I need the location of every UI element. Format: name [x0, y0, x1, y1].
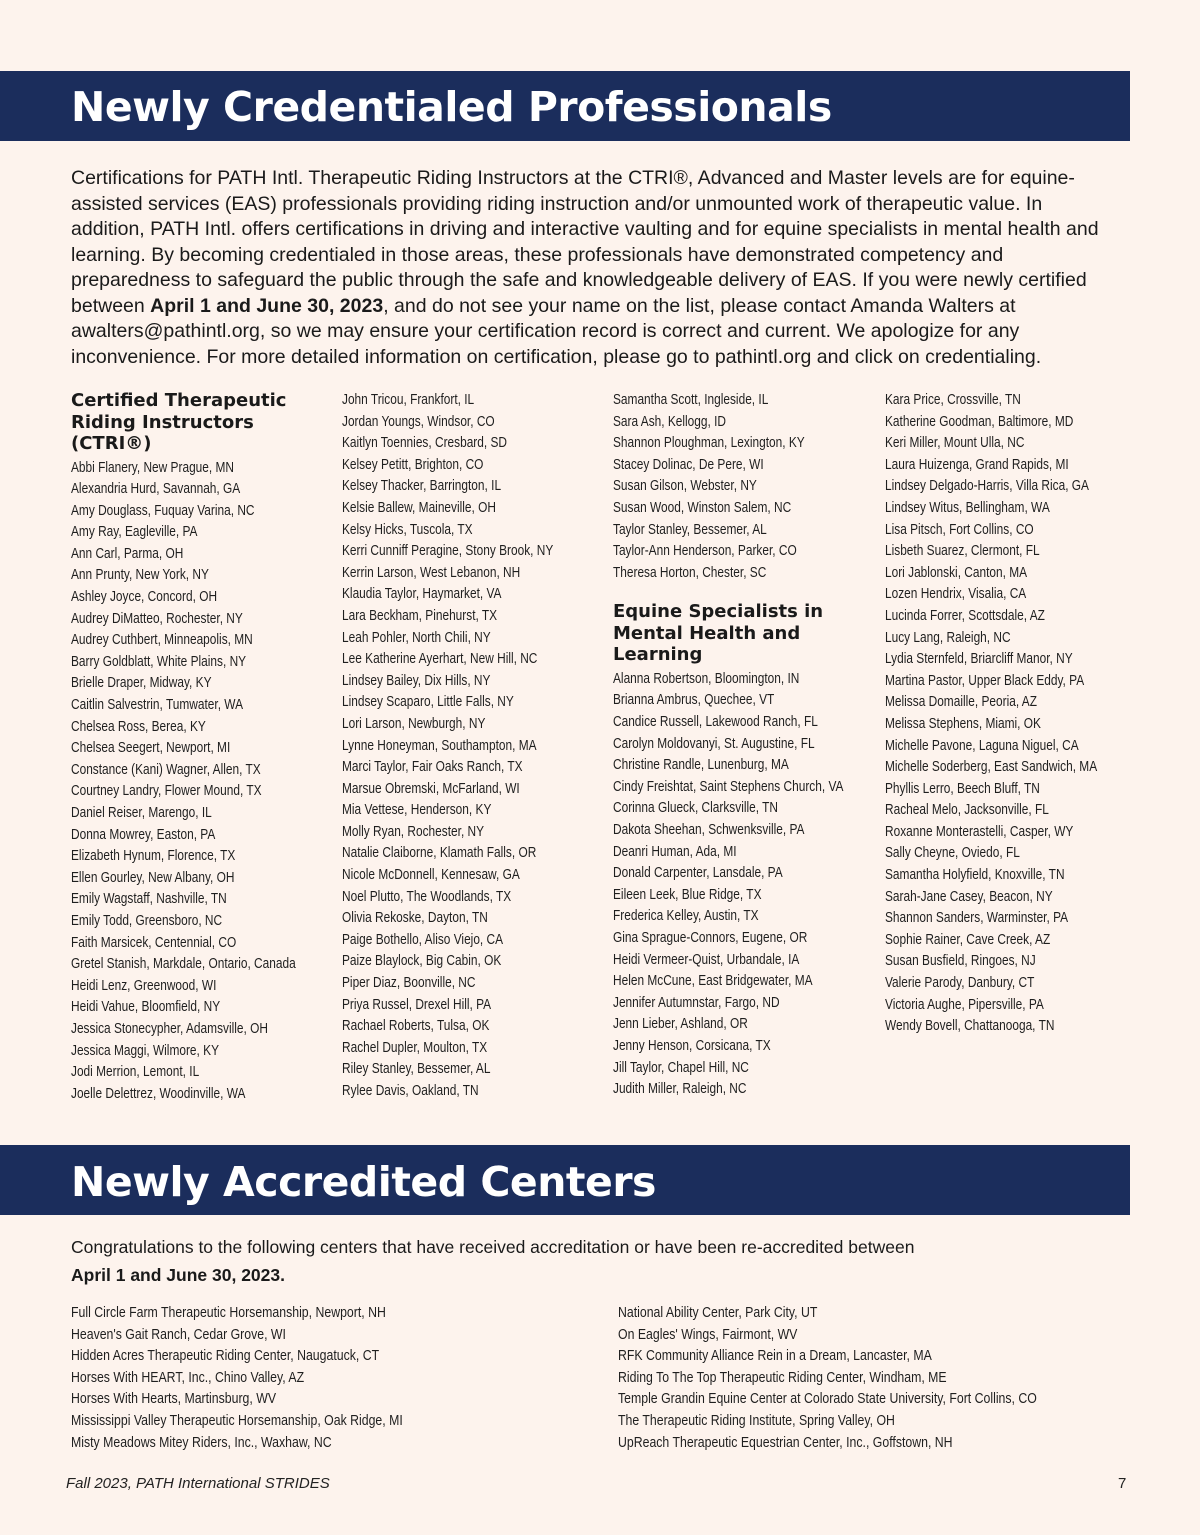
- list-item: Leah Pohler, North Chili, NY: [342, 629, 491, 646]
- list-item: Kaitlyn Toennies, Cresbard, SD: [342, 435, 508, 452]
- list-item: John Tricou, Frankfort, IL: [342, 392, 475, 408]
- list-item: Theresa Horton, Chester, SC: [613, 564, 767, 581]
- list-item: Samantha Scott, Ingleside, IL: [613, 392, 769, 408]
- ctri-list-col2: [342, 390, 604, 1103]
- list-item: Emily Wagstaff, Nashville, TN: [71, 891, 227, 908]
- list-item: Marsue Obremski, McFarland, WI: [342, 780, 520, 797]
- list-item: Sara Ash, Kellogg, ID: [613, 413, 727, 430]
- list-item: Lynne Honeyman, Southampton, MA: [342, 737, 537, 754]
- list-item: Jessica Maggi, Wilmore, KY: [71, 1042, 220, 1059]
- list-item: Kelsey Petitt, Brighton, CO: [342, 456, 484, 473]
- section-title-credentialed: Newly Credentialed Professionals: [71, 83, 832, 131]
- accreditation-date-range: April 1 and June 30, 2023.: [71, 1265, 285, 1285]
- list-item: Molly Ryan, Rochester, NY: [342, 823, 485, 840]
- list-item: Lee Katherine Ayerhart, New Hill, NC: [342, 651, 538, 668]
- intro-text-part2: , and do not see your name on the list, please contact Amanda Walters at awalters@pathintl.org, so we may ensure your certification record is correct and current. We apologize for any inconvenience. For more detailed information on certification, please go to pathintl.org and click on credentialing.: [71, 294, 1042, 368]
- list-item: Caitlin Salvestrin, Tumwater, WA: [71, 697, 244, 714]
- list-column-4: [885, 390, 1147, 1038]
- list-item: Constance (Kani) Wagner, Allen, TX: [71, 761, 261, 778]
- list-item: Daniel Reiser, Marengo, IL: [71, 805, 212, 821]
- list-item: Dakota Sheehan, Schwenksville, PA: [613, 822, 805, 838]
- list-item: Amy Ray, Eagleville, PA: [71, 524, 198, 541]
- list-item: Judith Miller, Raleigh, NC: [613, 1081, 747, 1098]
- list-item: Alanna Robertson, Bloomington, IN: [613, 670, 800, 687]
- list-item: Rachel Dupler, Moulton, TX: [342, 1039, 488, 1056]
- list-item: Audrey DiMatteo, Rochester, NY: [71, 610, 243, 627]
- ctri-list-col1: [71, 458, 333, 1106]
- list-item: Taylor Stanley, Bessemer, AL: [613, 521, 767, 538]
- list-item: Priya Russel, Drexel Hill, PA: [342, 996, 492, 1013]
- list-item: Frederica Kelley, Austin, TX: [613, 908, 759, 925]
- list-item: Susan Wood, Winston Salem, NC: [613, 499, 792, 516]
- list-item: Jenn Lieber, Ashland, OR: [613, 1016, 748, 1033]
- list-item: Noel Plutto, The Woodlands, TX: [342, 888, 512, 905]
- list-item: Piper Diaz, Boonville, NC: [342, 975, 476, 992]
- list-item: Gina Sprague-Connors, Eugene, OR: [613, 929, 808, 946]
- list-item: Donald Carpenter, Lansdale, PA: [613, 865, 783, 882]
- list-item: Rylee Davis, Oakland, TN: [342, 1083, 479, 1099]
- list-item: Horses With Hearts, Martinsburg, WV: [71, 1390, 277, 1408]
- esmhl-list-col4: [885, 390, 1147, 1038]
- list-item: Lara Beckham, Pinehurst, TX: [342, 607, 498, 624]
- list-item: Hidden Acres Therapeutic Riding Center, Naugatuck, CT: [71, 1347, 380, 1365]
- list-item: Jodi Merrion, Lemont, IL: [71, 1064, 200, 1081]
- list-item: Jenny Henson, Corsicana, TX: [613, 1037, 771, 1054]
- list-item: Audrey Cuthbert, Minneapolis, MN: [71, 632, 253, 649]
- list-item: Lindsey Bailey, Dix Hills, NY: [342, 672, 491, 689]
- list-item: Victoria Aughe, Pipersville, PA: [885, 996, 1044, 1013]
- list-item: Lindsey Scaparo, Little Falls, NY: [342, 694, 514, 711]
- list-item: Shannon Ploughman, Lexington, KY: [613, 435, 805, 452]
- list-item: Heidi Lenz, Greenwood, WI: [71, 977, 217, 994]
- list-item: Faith Marsicek, Centennial, CO: [71, 934, 237, 951]
- list-item: RFK Community Alliance Rein in a Dream, Lancaster, MA: [618, 1347, 932, 1365]
- list-item: Horses With HEART, Inc., Chino Valley, AZ: [71, 1368, 305, 1386]
- list-item: Carolyn Moldovanyi, St. Augustine, FL: [613, 735, 815, 752]
- list-item: Marci Taylor, Fair Oaks Ranch, TX: [342, 759, 523, 776]
- list-item: Racheal Melo, Jacksonville, FL: [885, 802, 1049, 819]
- list-item: Eileen Leek, Blue Ridge, TX: [613, 886, 762, 903]
- list-item: Kerrin Larson, West Lebanon, NH: [342, 564, 521, 581]
- list-item: Katherine Goodman, Baltimore, MD: [885, 413, 1074, 430]
- list-item: Christine Randle, Lunenburg, MA: [613, 757, 789, 774]
- list-item: Kerri Cunniff Peragine, Stony Brook, NY: [342, 543, 554, 560]
- list-item: Temple Grandin Equine Center at Colorado State University, Fort Collins, CO: [618, 1390, 1037, 1408]
- list-item: Jessica Stonecypher, Adamsville, OH: [71, 1020, 268, 1037]
- list-item: Kelsie Ballew, Maineville, OH: [342, 499, 496, 516]
- section-title-accredited: Newly Accredited Centers: [71, 1158, 656, 1206]
- list-item: Lucinda Forrer, Scottsdale, AZ: [885, 607, 1045, 624]
- list-item: Mia Vettese, Henderson, KY: [342, 802, 492, 819]
- list-item: Brielle Draper, Midway, KY: [71, 675, 212, 692]
- list-item: Michelle Soderberg, East Sandwich, MA: [885, 759, 1098, 776]
- list-item: The Therapeutic Riding Institute, Spring Valley, OH: [618, 1411, 895, 1429]
- esmhl-heading: Equine Specialists in Mental Health and Learning: [613, 601, 824, 666]
- list-item: Chelsea Seegert, Newport, MI: [71, 740, 231, 757]
- accreditation-intro: [71, 1233, 1121, 1289]
- list-item: Mississippi Valley Therapeutic Horsemanship, Oak Ridge, MI: [71, 1411, 403, 1429]
- list-item: Melissa Domaille, Peoria, AZ: [885, 694, 1037, 711]
- list-item: Stacey Dolinac, De Pere, WI: [613, 456, 764, 473]
- list-item: Kelsy Hicks, Tuscola, TX: [342, 521, 473, 538]
- section-banner-accredited: [0, 1145, 1130, 1215]
- list-item: Lozen Hendrix, Visalia, CA: [885, 586, 1027, 603]
- list-item: Elizabeth Hynum, Florence, TX: [71, 848, 236, 865]
- list-item: National Ability Center, Park City, UT: [618, 1304, 818, 1321]
- list-item: Misty Meadows Mitey Riders, Inc., Waxhaw, NC: [71, 1433, 332, 1451]
- accredited-centers-left: [71, 1302, 611, 1453]
- accredited-centers-right: [618, 1302, 1158, 1453]
- list-item: Roxanne Monterastelli, Casper, WY: [885, 823, 1074, 840]
- list-item: Corinna Glueck, Clarksville, TN: [613, 800, 778, 817]
- list-item: Ellen Gourley, New Albany, OH: [71, 869, 235, 886]
- list-item: Emily Todd, Greensboro, NC: [71, 912, 223, 929]
- list-item: Lisbeth Suarez, Clermont, FL: [885, 543, 1040, 560]
- ctri-heading: Certified Therapeutic Riding Instructors (CTRI®): [71, 390, 287, 454]
- list-item: Wendy Bovell, Chattanooga, TN: [885, 1018, 1055, 1035]
- list-item: Alexandria Hurd, Savannah, GA: [71, 481, 241, 498]
- footer-publication: Fall 2023, PATH International STRIDES: [66, 1475, 330, 1492]
- list-item: Chelsea Ross, Berea, KY: [71, 718, 206, 735]
- list-item: Lucy Lang, Raleigh, NC: [885, 629, 1011, 646]
- list-item: Riley Stanley, Bessemer, AL: [342, 1061, 491, 1078]
- esmhl-list-col3: [613, 669, 875, 1101]
- list-item: Keri Miller, Mount Ulla, NC: [885, 435, 1025, 452]
- credentialing-intro: [71, 166, 1121, 370]
- list-item: Melissa Stephens, Miami, OK: [885, 715, 1041, 732]
- footer-page-number: 7: [1118, 1475, 1127, 1492]
- list-item: Olivia Rekoske, Dayton, TN: [342, 910, 488, 927]
- list-item: Courtney Landry, Flower Mound, TX: [71, 783, 262, 800]
- list-item: Lindsey Witus, Bellingham, WA: [885, 499, 1050, 516]
- list-item: Sally Cheyne, Oviedo, FL: [885, 845, 1020, 862]
- list-item: Susan Gilson, Webster, NY: [613, 478, 757, 495]
- list-item: Deanri Human, Ada, MI: [613, 843, 737, 860]
- list-item: Amy Douglass, Fuquay Varina, NC: [71, 502, 255, 519]
- list-item: Ashley Joyce, Concord, OH: [71, 589, 218, 606]
- list-item: Lydia Sternfeld, Briarcliff Manor, NY: [885, 651, 1073, 668]
- accredited-list-left: [71, 1302, 611, 1453]
- list-item: Valerie Parody, Danbury, CT: [885, 975, 1035, 992]
- section-banner-credentialed: [0, 71, 1130, 141]
- list-item: Ann Carl, Parma, OH: [71, 545, 184, 562]
- list-column-2: [342, 390, 604, 1103]
- list-item: Riding To The Top Therapeutic Riding Center, Windham, ME: [618, 1368, 947, 1386]
- ctri-list-col3: [613, 390, 875, 584]
- accreditation-intro-text: Congratulations to the following centers that have received accreditation or have been re-accredited between: [71, 1237, 915, 1257]
- list-column-3: [613, 390, 875, 1101]
- list-item: Nicole McDonnell, Kennesaw, GA: [342, 867, 520, 884]
- list-item: Michelle Pavone, Laguna Niguel, CA: [885, 737, 1079, 754]
- list-item: Heidi Vahue, Bloomfield, NY: [71, 999, 221, 1016]
- list-item: Cindy Freishtat, Saint Stephens Church, VA: [613, 778, 844, 795]
- list-item: Lori Jablonski, Canton, MA: [885, 564, 1028, 581]
- list-item: Phyllis Lerro, Beech Bluff, TN: [885, 780, 1040, 797]
- list-column-1: [71, 390, 333, 1105]
- list-item: Gretel Stanish, Markdale, Ontario, Canada: [71, 956, 296, 973]
- intro-date-range: April 1 and June 30, 2023: [150, 294, 384, 317]
- list-item: Martina Pastor, Upper Black Eddy, PA: [885, 672, 1085, 689]
- list-item: Helen McCune, East Bridgewater, MA: [613, 973, 813, 990]
- list-item: Lori Larson, Newburgh, NY: [342, 715, 486, 732]
- list-item: Taylor-Ann Henderson, Parker, CO: [613, 543, 797, 560]
- list-item: Shannon Sanders, Warminster, PA: [885, 910, 1069, 927]
- list-item: Paize Blaylock, Big Cabin, OK: [342, 953, 502, 970]
- list-item: Paige Bothello, Aliso Viejo, CA: [342, 931, 504, 948]
- list-item: Lindsey Delgado-Harris, Villa Rica, GA: [885, 478, 1089, 495]
- list-item: Donna Mowrey, Easton, PA: [71, 826, 216, 843]
- list-item: Joelle Delettrez, Woodinville, WA: [71, 1085, 246, 1102]
- list-item: Abbi Flanery, New Prague, MN: [71, 459, 235, 476]
- list-item: Sarah-Jane Casey, Beacon, NY: [885, 888, 1053, 905]
- list-item: Kara Price, Crossville, TN: [885, 392, 1021, 408]
- list-item: Laura Huizenga, Grand Rapids, MI: [885, 456, 1069, 473]
- accredited-list-right: [618, 1302, 1158, 1453]
- list-item: On Eagles' Wings, Fairmont, WV: [618, 1325, 798, 1343]
- list-item: Brianna Ambrus, Quechee, VT: [613, 692, 775, 709]
- list-item: Heaven's Gait Ranch, Cedar Grove, WI: [71, 1325, 286, 1343]
- list-item: Jennifer Autumnstar, Fargo, ND: [613, 994, 780, 1011]
- list-item: Heidi Vermeer-Quist, Urbandale, IA: [613, 951, 800, 968]
- list-item: Full Circle Farm Therapeutic Horsemanship, Newport, NH: [71, 1304, 386, 1321]
- list-item: Natalie Claiborne, Klamath Falls, OR: [342, 845, 537, 862]
- list-item: Lisa Pitsch, Fort Collins, CO: [885, 521, 1034, 538]
- list-item: Ann Prunty, New York, NY: [71, 567, 209, 584]
- list-item: Candice Russell, Lakewood Ranch, FL: [613, 714, 818, 731]
- list-item: Samantha Holyfield, Knoxville, TN: [885, 867, 1065, 884]
- list-item: Jill Taylor, Chapel Hill, NC: [613, 1059, 749, 1076]
- list-item: Susan Busfield, Ringoes, NJ: [885, 953, 1036, 970]
- intro-text-part1: Certifications for PATH Intl. Therapeutic Riding Instructors at the CTRI®, Advanced and Master levels are for equine-assisted services (EAS) professionals providing riding instruction and/or unmounted work of therapeutic value. In addition, PATH Intl. offers certifications in driving and interactive vaulting and for equine specialists in mental health and learning. By becoming credentialed in those areas, these professionals have demonstrated competency and preparedness to safeguard the public through the safe and knowledgeable delivery of EAS. If you were newly certified between: [71, 167, 1099, 317]
- list-item: Jordan Youngs, Windsor, CO: [342, 413, 495, 430]
- list-item: Barry Goldblatt, White Plains, NY: [71, 653, 247, 670]
- list-item: Kelsey Thacker, Barrington, IL: [342, 478, 502, 495]
- list-item: Rachael Roberts, Tulsa, OK: [342, 1018, 490, 1035]
- list-item: Klaudia Taylor, Haymarket, VA: [342, 586, 502, 603]
- list-item: UpReach Therapeutic Equestrian Center, Inc., Goffstown, NH: [618, 1433, 953, 1451]
- list-item: Sophie Rainer, Cave Creek, AZ: [885, 931, 1051, 948]
